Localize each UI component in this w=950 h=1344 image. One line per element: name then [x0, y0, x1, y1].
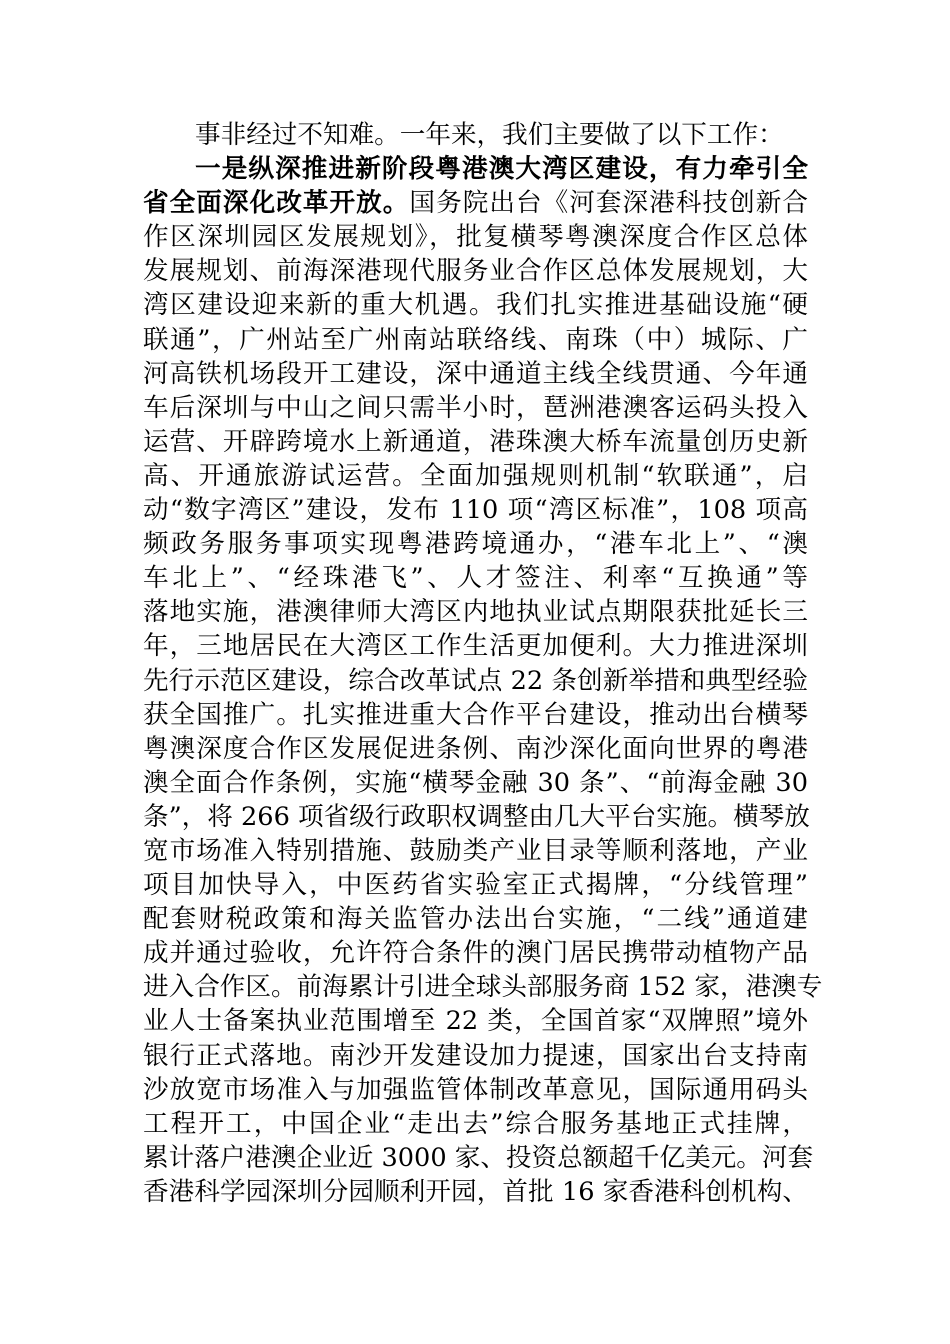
paragraph-line: 累计落户港澳企业近 3000 家、投资总额超千亿美元。河套: [143, 1142, 814, 1173]
section-heading: 一是纵深推进新阶段粤港澳大湾区建设，有力牵引全: [195, 154, 808, 185]
paragraph-line: 运营、开辟跨境水上新通道，港珠澳大桥车流量创历史新: [143, 426, 808, 457]
paragraph-line: 获全国推广。扎实推进重大合作平台建设，推动出台横琴: [143, 699, 808, 730]
paragraph-line: 车北上”、“经珠港飞”、人才签注、利率“互换通”等: [143, 563, 808, 594]
paragraph-line: 先行示范区建设，综合改革试点 22 条创新举措和典型经验: [143, 665, 808, 696]
paragraph-line: 成并通过验收，允许符合条件的澳门居民携带动植物产品: [143, 938, 808, 969]
paragraph-line: 动“数字湾区”建设，发布 110 项“湾区标准”，108 项高: [143, 495, 808, 526]
paragraph-line: 粤澳深度合作区发展促进条例、南沙深化面向世界的粤港: [143, 733, 808, 764]
paragraph-text: 国务院出台《河套深港科技创新合: [409, 188, 808, 219]
section-heading-continued: 省全面深化改革开放。: [143, 188, 410, 219]
paragraph-line: 年，三地居民在大湾区工作生活更加便利。大力推进深圳: [143, 631, 808, 662]
paragraph-line: 频政务服务事项实现粤港跨境通办，“港车北上”、“澳: [143, 529, 808, 560]
paragraph-line: [143, 186, 808, 220]
paragraph-line: 作区深圳园区发展规划》，批复横琴粤澳深度合作区总体: [143, 222, 808, 253]
paragraph-line: 高、开通旅游试运营。全面加强规则机制“软联通”，启: [143, 460, 808, 491]
paragraph-line: 进入合作区。前海累计引进全球头部服务商 152 家，港澳专: [143, 972, 823, 1003]
paragraph-line: 落地实施，港澳律师大湾区内地执业试点期限获批延长三: [143, 597, 808, 628]
paragraph-line: 配套财税政策和海关监管办法出台实施，“二线”通道建: [143, 904, 808, 935]
paragraph-line: 宽市场准入特别措施、鼓励类产业目录等顺利落地，产业: [143, 835, 808, 866]
document-body: [143, 118, 823, 1209]
paragraph-line: 业人士备案执业范围增至 22 类，全国首家“双牌照”境外: [143, 1006, 808, 1037]
paragraph-line: 发展规划、前海深港现代服务业合作区总体发展规划，大: [143, 256, 808, 287]
paragraph-line: 银行正式落地。南沙开发建设加力提速，国家出台支持南: [143, 1040, 808, 1071]
paragraph-line: 条”，将 266 项省级行政职权调整由几大平台实施。横琴放: [143, 801, 810, 832]
paragraph-line: 沙放宽市场准入与加强监管体制改革意见，国际通用码头: [143, 1074, 808, 1105]
paragraph-line: 联通”，广州站至广州南站联络线、南珠（中）城际、广: [143, 324, 808, 355]
paragraph-line: 澳全面合作条例，实施“横琴金融 30 条”、“前海金融 30: [143, 767, 808, 798]
paragraph-line: 工程开工，中国企业“走出去”综合服务基地正式挂牌，: [143, 1108, 808, 1139]
intro-line: 事非经过不知难。一年来，我们主要做了以下工作：: [195, 120, 784, 150]
paragraph-line: 香港科学园深圳分园顺利开园，首批 16 家香港科创机构、: [143, 1176, 808, 1207]
paragraph-line: 项目加快导入，中医药省实验室正式揭牌，“分线管理”: [143, 870, 808, 901]
paragraph-line: 车后深圳与中山之间只需半小时，琶洲港澳客运码头投入: [143, 392, 808, 423]
paragraph-line: 河高铁机场段开工建设，深中通道主线全线贯通、今年通: [143, 358, 808, 389]
paragraph-line: 湾区建设迎来新的重大机遇。我们扎实推进基础设施“硬: [143, 290, 808, 321]
